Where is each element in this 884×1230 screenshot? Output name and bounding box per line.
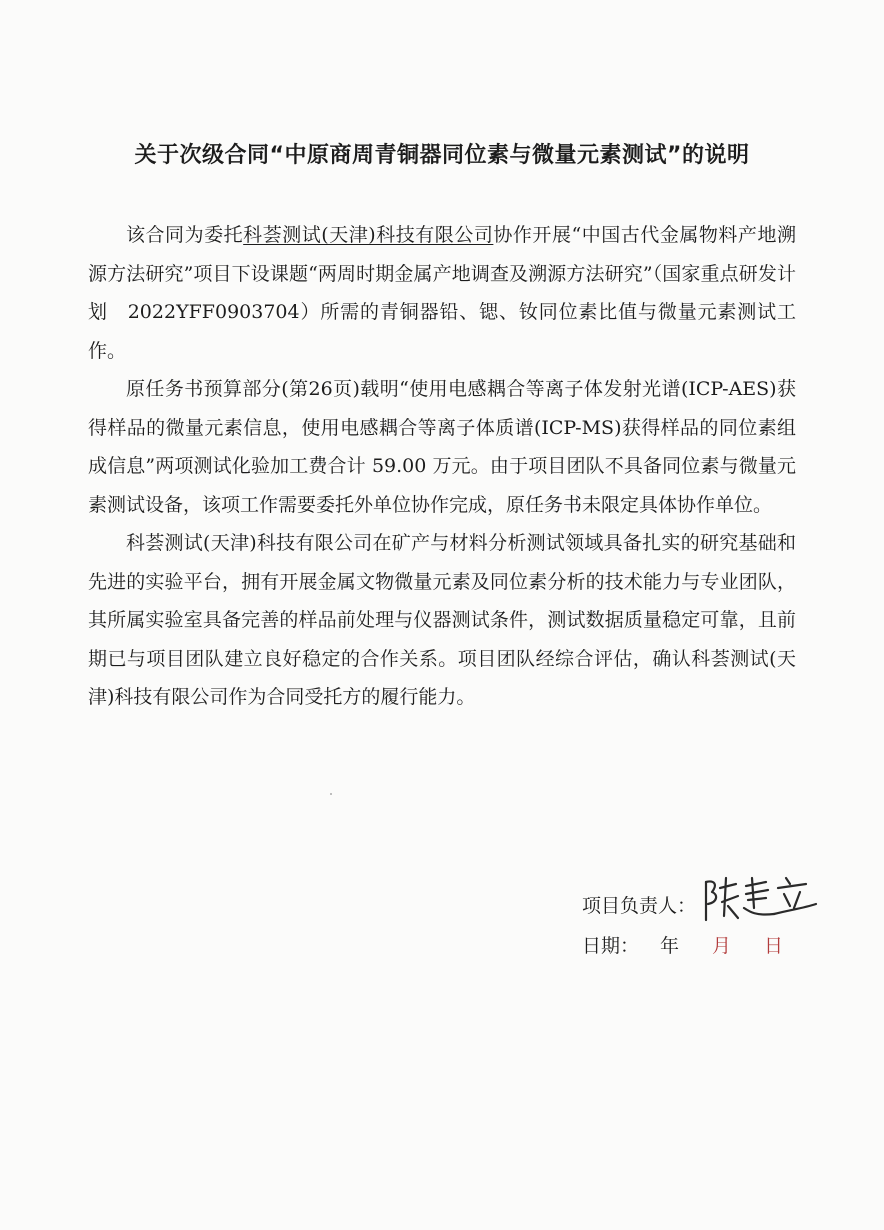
contractor-company-name: 科荟测试(天津)科技有限公司 — [243, 224, 494, 246]
paragraph-2: 原任务书预算部分(第26页)载明“使用电感耦合等离子体发射光谱(ICP-AES)获得样品的微量元素信息，使用电感耦合等离子体质谱(ICP-MS)获得样品的同位素组成信息”两项测试化验加工费合计 59.00 万元。由于项目团队不具备同位素与微量元素测试设备，该项工作需要委托外单位协作完成，原任务书未限定具体协作单位。 — [88, 378, 796, 516]
date-year-label: 年 — [660, 935, 680, 957]
document-body — [88, 216, 796, 717]
date-day-label: 日 — [764, 935, 784, 957]
paragraph-1 — [88, 216, 796, 370]
document-title: 关于次级合同“中原商周青铜器同位素与微量元素测试”的说明 — [134, 143, 750, 168]
date-month-label: 月 — [712, 935, 732, 957]
signature-label: 项目负责人： — [582, 895, 697, 917]
paragraph-1-prefix: 该合同为委托 — [126, 224, 244, 246]
paragraph-1-rest: 协作开展“中国古代金属物料产地溯源方法研究”项目下设课题“两周时期金属产地调查及溯源方法研究”（国家重点研发计划 2022YFF0903704）所需的青铜器铅、锶、钕同位素比值与微量元素测试工作。 — [88, 224, 796, 362]
handwritten-signature — [700, 868, 820, 928]
paragraph-3: 科荟测试(天津)科技有限公司在矿产与材料分析测试领域具备扎实的研究基础和先进的实验平台，拥有开展金属文物微量元素及同位素分析的技术能力与专业团队，其所属实验室具备完善的样品前处理与仪器测试条件，测试数据质量稳定可靠，且前期已与项目团队建立良好稳定的合作关系。项目团队经综合评估，确认科荟测试(天津)科技有限公司作为合同受托方的履行能力。 — [88, 532, 796, 708]
date-row — [582, 928, 783, 964]
scan-speck — [330, 793, 332, 795]
signature-row — [582, 888, 696, 924]
date-label: 日期： — [582, 935, 640, 957]
